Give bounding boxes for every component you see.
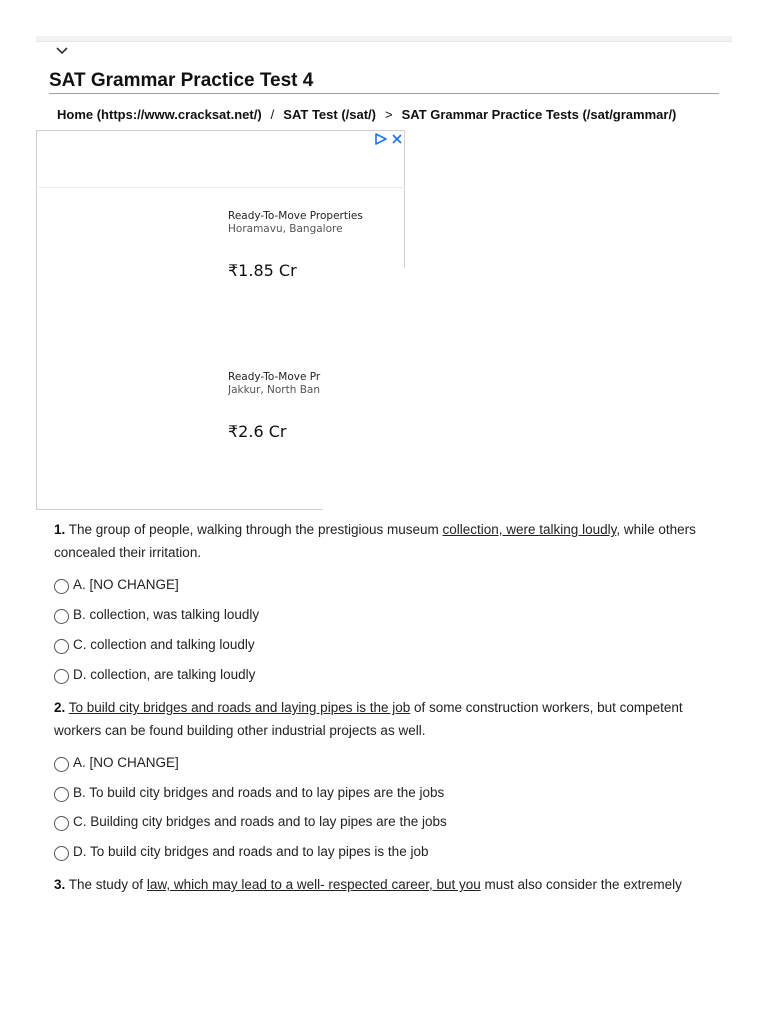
ad-card-location: Jakkur, North Ban — [228, 384, 321, 396]
question-2-text — [54, 696, 714, 742]
question-1-text — [54, 518, 714, 564]
question-1-option-b[interactable] — [54, 604, 259, 624]
ad-border — [36, 509, 323, 510]
breadcrumb — [57, 107, 676, 122]
breadcrumb-grammar-tests-link[interactable]: SAT Grammar Practice Tests (/sat/grammar/) — [401, 107, 677, 122]
question-2-option-a[interactable] — [54, 752, 179, 772]
ad-divider — [36, 187, 405, 188]
question-3-text — [54, 873, 714, 896]
underlined-phrase: collection, were talking loudly — [442, 522, 617, 537]
question-text: must also consider the extremely — [480, 877, 682, 892]
adchoices-icon[interactable] — [374, 132, 388, 146]
radio-button[interactable] — [54, 757, 69, 772]
question-text: , while others concealed their irritation. — [54, 522, 696, 560]
question-text: of some construction workers, but competent workers can be found building other industrial projects as well. — [54, 700, 683, 738]
radio-button[interactable] — [54, 639, 69, 654]
ad-card[interactable] — [228, 371, 323, 441]
radio-button[interactable] — [54, 579, 69, 594]
radio-button[interactable] — [54, 846, 69, 861]
ad-card[interactable] — [228, 210, 388, 280]
ad-card-title: Ready-To-Move Pr — [228, 371, 321, 383]
question-text: The study of — [65, 877, 147, 892]
page-title: SAT Grammar Practice Test 4 — [49, 70, 314, 91]
breadcrumb-sat-test-link[interactable]: SAT Test (/sat/) — [283, 107, 376, 122]
question-2-option-c[interactable] — [54, 811, 447, 831]
ad-card-location: Horamavu, Bangalore — [228, 223, 343, 235]
question-1-option-a[interactable] — [54, 574, 179, 594]
question-1-option-c[interactable] — [54, 634, 255, 654]
option-label: B. To build city bridges and roads and to lay pipes are the jobs — [73, 784, 445, 800]
close-icon[interactable] — [391, 133, 403, 145]
ad-card-price: ₹2.6 Cr — [228, 422, 287, 441]
underlined-phrase: To build city bridges and roads and laying pipes is the job — [68, 700, 411, 715]
question-number: 1. — [54, 522, 66, 537]
question-2-option-d[interactable] — [54, 841, 428, 861]
option-label: D. To build city bridges and roads and to lay pipes is the job — [73, 843, 429, 859]
ad-border — [404, 130, 405, 268]
ad-card-title: Ready-To-Move Properties — [228, 210, 363, 222]
option-label: D. collection, are talking loudly — [73, 666, 256, 682]
question-text: The group of people, walking through the prestigious museum — [65, 522, 443, 537]
breadcrumb-separator: > — [385, 107, 393, 122]
chevron-down-icon[interactable] — [54, 43, 70, 59]
question-number: 3. — [54, 877, 66, 892]
ad-controls — [374, 132, 404, 146]
question-2-option-b[interactable] — [54, 782, 444, 802]
title-divider — [49, 93, 719, 94]
collapsed-header-bar — [36, 36, 732, 42]
question-number: 2. — [54, 700, 66, 715]
advertisement-block[interactable] — [36, 130, 405, 510]
option-label: C. Building city bridges and roads and to lay pipes are the jobs — [73, 813, 447, 829]
question-1-option-d[interactable] — [54, 664, 255, 684]
radio-button[interactable] — [54, 787, 69, 802]
option-label: C. collection and talking loudly — [73, 636, 255, 652]
option-label: A. [NO CHANGE] — [73, 576, 179, 592]
underlined-phrase: law, which may lead to a well- respected career, but you — [146, 877, 481, 892]
ad-card-price: ₹1.85 Cr — [228, 261, 297, 280]
radio-button[interactable] — [54, 816, 69, 831]
breadcrumb-home-link[interactable]: Home (https://www.cracksat.net/) — [57, 107, 262, 122]
ad-border — [36, 130, 405, 131]
breadcrumb-separator: / — [270, 107, 275, 122]
radio-button[interactable] — [54, 669, 69, 684]
radio-button[interactable] — [54, 609, 69, 624]
option-label: A. [NO CHANGE] — [73, 754, 179, 770]
option-label: B. collection, was talking loudly — [73, 606, 260, 622]
